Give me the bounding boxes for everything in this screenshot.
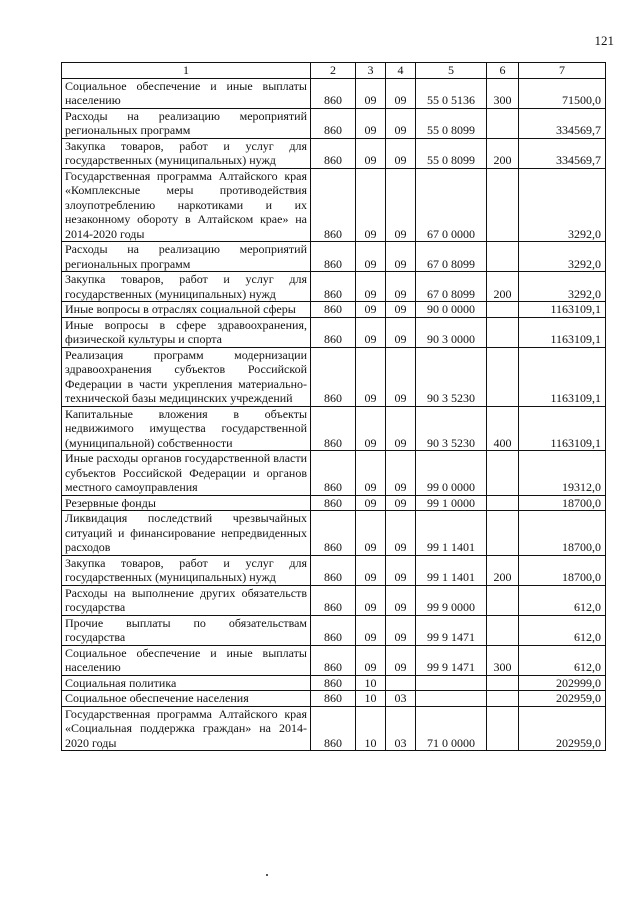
table-row — [62, 302, 606, 318]
row-ministry-code: 860 — [311, 615, 356, 645]
row-amount: 3292,0 — [519, 242, 606, 272]
row-ministry-code: 860 — [311, 317, 356, 347]
row-ministry-code: 860 — [311, 585, 356, 615]
row-target-article: 55 0 5136 — [416, 78, 487, 108]
row-section: 09 — [356, 317, 386, 347]
row-section: 09 — [356, 615, 386, 645]
row-expense-type — [487, 168, 519, 242]
row-target-article — [416, 675, 487, 691]
row-amount: 202999,0 — [519, 675, 606, 691]
row-subsection: 09 — [386, 242, 416, 272]
header-col-7: 7 — [519, 63, 606, 79]
header-col-5: 5 — [416, 63, 487, 79]
row-ministry-code: 860 — [311, 242, 356, 272]
table-row — [62, 691, 606, 707]
row-expense-type — [487, 691, 519, 707]
row-name: Закупка товаров, работ и услуг для государственных (муниципальных) нужд — [62, 272, 311, 302]
row-target-article: 55 0 8099 — [416, 138, 487, 168]
row-subsection: 09 — [386, 406, 416, 451]
row-subsection: 09 — [386, 451, 416, 496]
row-amount: 18700,0 — [519, 495, 606, 511]
row-subsection: 09 — [386, 615, 416, 645]
row-section: 09 — [356, 495, 386, 511]
row-name: Расходы на реализацию мероприятий региональных программ — [62, 242, 311, 272]
row-target-article: 67 0 8099 — [416, 272, 487, 302]
row-name: Закупка товаров, работ и услуг для государственных (муниципальных) нужд — [62, 555, 311, 585]
row-expense-type — [487, 347, 519, 406]
row-amount: 19312,0 — [519, 451, 606, 496]
row-ministry-code: 860 — [311, 108, 356, 138]
row-amount: 1163109,1 — [519, 302, 606, 318]
row-subsection: 09 — [386, 317, 416, 347]
row-name: Иные вопросы в отраслях социальной сферы — [62, 302, 311, 318]
table-row — [62, 495, 606, 511]
row-target-article — [416, 691, 487, 707]
row-ministry-code: 860 — [311, 302, 356, 318]
table-row — [62, 168, 606, 242]
table-row — [62, 138, 606, 168]
row-name: Капитальные вложения в объекты недвижимого имущества государственной (муниципальной) собственности — [62, 406, 311, 451]
table-row — [62, 242, 606, 272]
row-section: 09 — [356, 585, 386, 615]
table-row — [62, 347, 606, 406]
row-subsection — [386, 675, 416, 691]
row-name: Государственная программа Алтайского края «Комплексные меры противодействия злоупотреблению наркотиками и их незаконному обороту в Алтайском крае» на 2014-2020 годы — [62, 168, 311, 242]
row-expense-type — [487, 108, 519, 138]
row-target-article: 99 9 1471 — [416, 645, 487, 675]
row-expense-type — [487, 302, 519, 318]
row-subsection: 09 — [386, 555, 416, 585]
row-section: 09 — [356, 272, 386, 302]
table-row — [62, 615, 606, 645]
row-section: 10 — [356, 675, 386, 691]
row-subsection: 09 — [386, 108, 416, 138]
table-header-row — [62, 63, 606, 79]
row-name: Резервные фонды — [62, 495, 311, 511]
row-target-article: 99 9 0000 — [416, 585, 487, 615]
row-target-article: 71 0 0000 — [416, 706, 487, 751]
row-target-article: 99 1 1401 — [416, 511, 487, 556]
row-name: Социальная политика — [62, 675, 311, 691]
row-expense-type: 200 — [487, 272, 519, 302]
row-ministry-code: 860 — [311, 555, 356, 585]
header-col-2: 2 — [311, 63, 356, 79]
row-section: 09 — [356, 108, 386, 138]
row-target-article: 55 0 8099 — [416, 108, 487, 138]
row-ministry-code: 860 — [311, 675, 356, 691]
row-name: Расходы на выполнение других обязательств государства — [62, 585, 311, 615]
row-ministry-code: 860 — [311, 168, 356, 242]
row-expense-type: 300 — [487, 645, 519, 675]
row-amount: 18700,0 — [519, 555, 606, 585]
row-ministry-code: 860 — [311, 347, 356, 406]
row-amount: 612,0 — [519, 585, 606, 615]
row-target-article: 90 3 5230 — [416, 347, 487, 406]
row-amount: 3292,0 — [519, 272, 606, 302]
table-row — [62, 675, 606, 691]
header-col-6: 6 — [487, 63, 519, 79]
table-row — [62, 108, 606, 138]
table-row — [62, 585, 606, 615]
row-ministry-code: 860 — [311, 272, 356, 302]
row-ministry-code: 860 — [311, 495, 356, 511]
row-name: Прочие выплаты по обязательствам государства — [62, 615, 311, 645]
row-expense-type: 200 — [487, 555, 519, 585]
row-section: 09 — [356, 511, 386, 556]
row-name: Ликвидация последствий чрезвычайных ситуаций и финансирование непредвиденных расходов — [62, 511, 311, 556]
table-row — [62, 272, 606, 302]
table-row — [62, 78, 606, 108]
row-target-article: 90 3 0000 — [416, 317, 487, 347]
row-section: 09 — [356, 168, 386, 242]
row-target-article: 99 0 0000 — [416, 451, 487, 496]
row-section: 09 — [356, 406, 386, 451]
row-expense-type — [487, 706, 519, 751]
row-ministry-code: 860 — [311, 645, 356, 675]
table-row — [62, 317, 606, 347]
header-col-3: 3 — [356, 63, 386, 79]
row-section: 09 — [356, 78, 386, 108]
row-expense-type — [487, 317, 519, 347]
page-number: 121 — [594, 33, 614, 48]
row-amount: 3292,0 — [519, 168, 606, 242]
row-expense-type — [487, 242, 519, 272]
row-name: Социальное обеспечение и иные выплаты населению — [62, 78, 311, 108]
row-ministry-code: 860 — [311, 691, 356, 707]
row-target-article: 90 3 5230 — [416, 406, 487, 451]
row-subsection: 09 — [386, 168, 416, 242]
row-ministry-code: 860 — [311, 406, 356, 451]
row-expense-type — [487, 451, 519, 496]
row-subsection: 03 — [386, 706, 416, 751]
row-expense-type — [487, 511, 519, 556]
row-amount: 334569,7 — [519, 108, 606, 138]
table-row — [62, 511, 606, 556]
row-target-article: 99 1 0000 — [416, 495, 487, 511]
row-subsection: 09 — [386, 511, 416, 556]
row-subsection: 09 — [386, 495, 416, 511]
row-target-article: 99 1 1401 — [416, 555, 487, 585]
table-row — [62, 406, 606, 451]
row-section: 10 — [356, 706, 386, 751]
row-name: Закупка товаров, работ и услуг для государственных (муниципальных) нужд — [62, 138, 311, 168]
row-subsection: 09 — [386, 347, 416, 406]
row-target-article: 67 0 0000 — [416, 168, 487, 242]
table-row — [62, 645, 606, 675]
row-subsection: 09 — [386, 138, 416, 168]
row-expense-type: 400 — [487, 406, 519, 451]
row-subsection: 09 — [386, 645, 416, 675]
row-section: 09 — [356, 451, 386, 496]
table-row — [62, 451, 606, 496]
row-subsection: 09 — [386, 272, 416, 302]
row-expense-type — [487, 675, 519, 691]
page-mark-dot — [266, 874, 268, 876]
table-row — [62, 706, 606, 751]
row-target-article: 99 9 1471 — [416, 615, 487, 645]
row-expense-type: 300 — [487, 78, 519, 108]
row-expense-type — [487, 585, 519, 615]
row-subsection: 09 — [386, 585, 416, 615]
row-amount: 612,0 — [519, 615, 606, 645]
header-col-4: 4 — [386, 63, 416, 79]
row-name: Социальное обеспечение и иные выплаты населению — [62, 645, 311, 675]
row-amount: 1163109,1 — [519, 406, 606, 451]
row-subsection: 09 — [386, 302, 416, 318]
row-amount: 612,0 — [519, 645, 606, 675]
row-amount: 1163109,1 — [519, 347, 606, 406]
row-name: Расходы на реализацию мероприятий региональных программ — [62, 108, 311, 138]
row-name: Иные расходы органов государственной власти субъектов Российской Федерации и органов местного самоуправления — [62, 451, 311, 496]
row-expense-type — [487, 615, 519, 645]
row-name: Реализация программ модернизации здравоохранения субъектов Российской Федерации в части укрепления материально-технической базы медицинских учреждений — [62, 347, 311, 406]
row-subsection: 09 — [386, 78, 416, 108]
row-amount: 202959,0 — [519, 706, 606, 751]
row-target-article: 67 0 8099 — [416, 242, 487, 272]
row-ministry-code: 860 — [311, 451, 356, 496]
row-ministry-code: 860 — [311, 511, 356, 556]
table-row — [62, 555, 606, 585]
row-target-article: 90 0 0000 — [416, 302, 487, 318]
row-section: 09 — [356, 645, 386, 675]
row-expense-type: 200 — [487, 138, 519, 168]
row-section: 09 — [356, 302, 386, 318]
row-section: 09 — [356, 347, 386, 406]
row-amount: 71500,0 — [519, 78, 606, 108]
row-section: 10 — [356, 691, 386, 707]
row-ministry-code: 860 — [311, 138, 356, 168]
row-amount: 18700,0 — [519, 511, 606, 556]
row-amount: 1163109,1 — [519, 317, 606, 347]
row-expense-type — [487, 495, 519, 511]
row-ministry-code: 860 — [311, 78, 356, 108]
row-amount: 202959,0 — [519, 691, 606, 707]
row-name: Государственная программа Алтайского края «Социальная поддержка граждан» на 2014-2020 годы — [62, 706, 311, 751]
row-ministry-code: 860 — [311, 706, 356, 751]
header-col-1: 1 — [62, 63, 311, 79]
budget-table — [61, 62, 606, 751]
row-name: Иные вопросы в сфере здравоохранения, физической культуры и спорта — [62, 317, 311, 347]
row-section: 09 — [356, 555, 386, 585]
row-name: Социальное обеспечение населения — [62, 691, 311, 707]
row-section: 09 — [356, 138, 386, 168]
row-section: 09 — [356, 242, 386, 272]
row-subsection: 03 — [386, 691, 416, 707]
row-amount: 334569,7 — [519, 138, 606, 168]
